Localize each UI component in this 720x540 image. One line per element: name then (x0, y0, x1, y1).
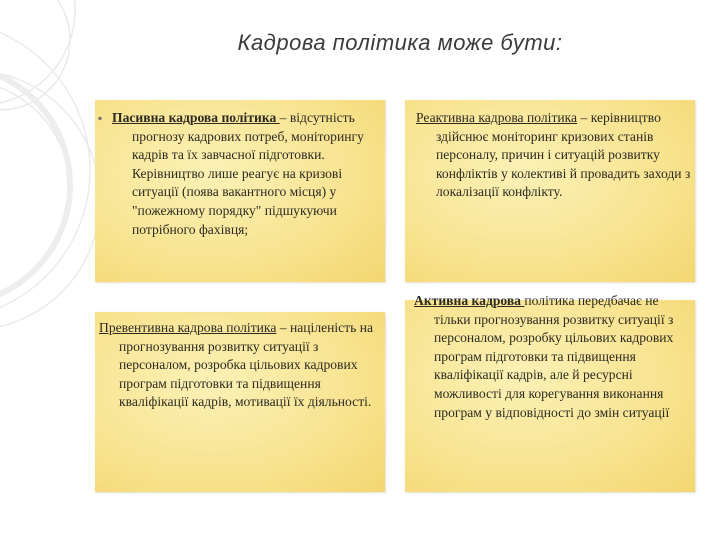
passive-policy-body: – відсутність прогнозу кадрових потреб, моніторингу кадрів та їх завчасної підготовки. Керівництво лише реагує на кризові ситуації (поява вакантного місця) у "пожежному порядку" підшукуючи потрібного фахівця; (132, 110, 364, 237)
preventive-policy-body: – націленість на прогнозування розвитку ситуації з персоналом, розробка цільових кадрових програм підготовки та підвищення кваліфікації кадрів, мотивації їх діяльності. (119, 320, 374, 410)
reactive-policy-text (416, 109, 692, 202)
reactive-policy-body: – керівництво здійснює моніторинг кризових станів персоналу, причин і ситуацій розвитку конфліктів у колективі й провадить заходи з локалізації конфлікту. (436, 110, 691, 200)
active-policy-heading: Активна кадрова (414, 293, 525, 308)
preventive-policy-heading: Превентивна кадрова політика (99, 320, 277, 335)
active-policy-text (414, 292, 694, 422)
preventive-policy-text (99, 319, 381, 412)
bullet-icon: ▪ (98, 111, 103, 125)
reactive-policy-heading: Реактивна кадрова політика (416, 110, 578, 125)
passive-policy-heading: Пасивна кадрова політика (112, 110, 280, 125)
active-policy-body: політика передбачає не тільки прогнозування розвитку ситуації з персоналом, розробку цільових кадрових програм підготовки та підвищення кваліфікації кадрів, але й ресурсні можливості для корегування виконання програм у відповідності до змін ситуації (434, 293, 674, 420)
passive-policy-text (112, 109, 378, 239)
slide-title: Кадрова політика може бути: (237, 30, 563, 55)
